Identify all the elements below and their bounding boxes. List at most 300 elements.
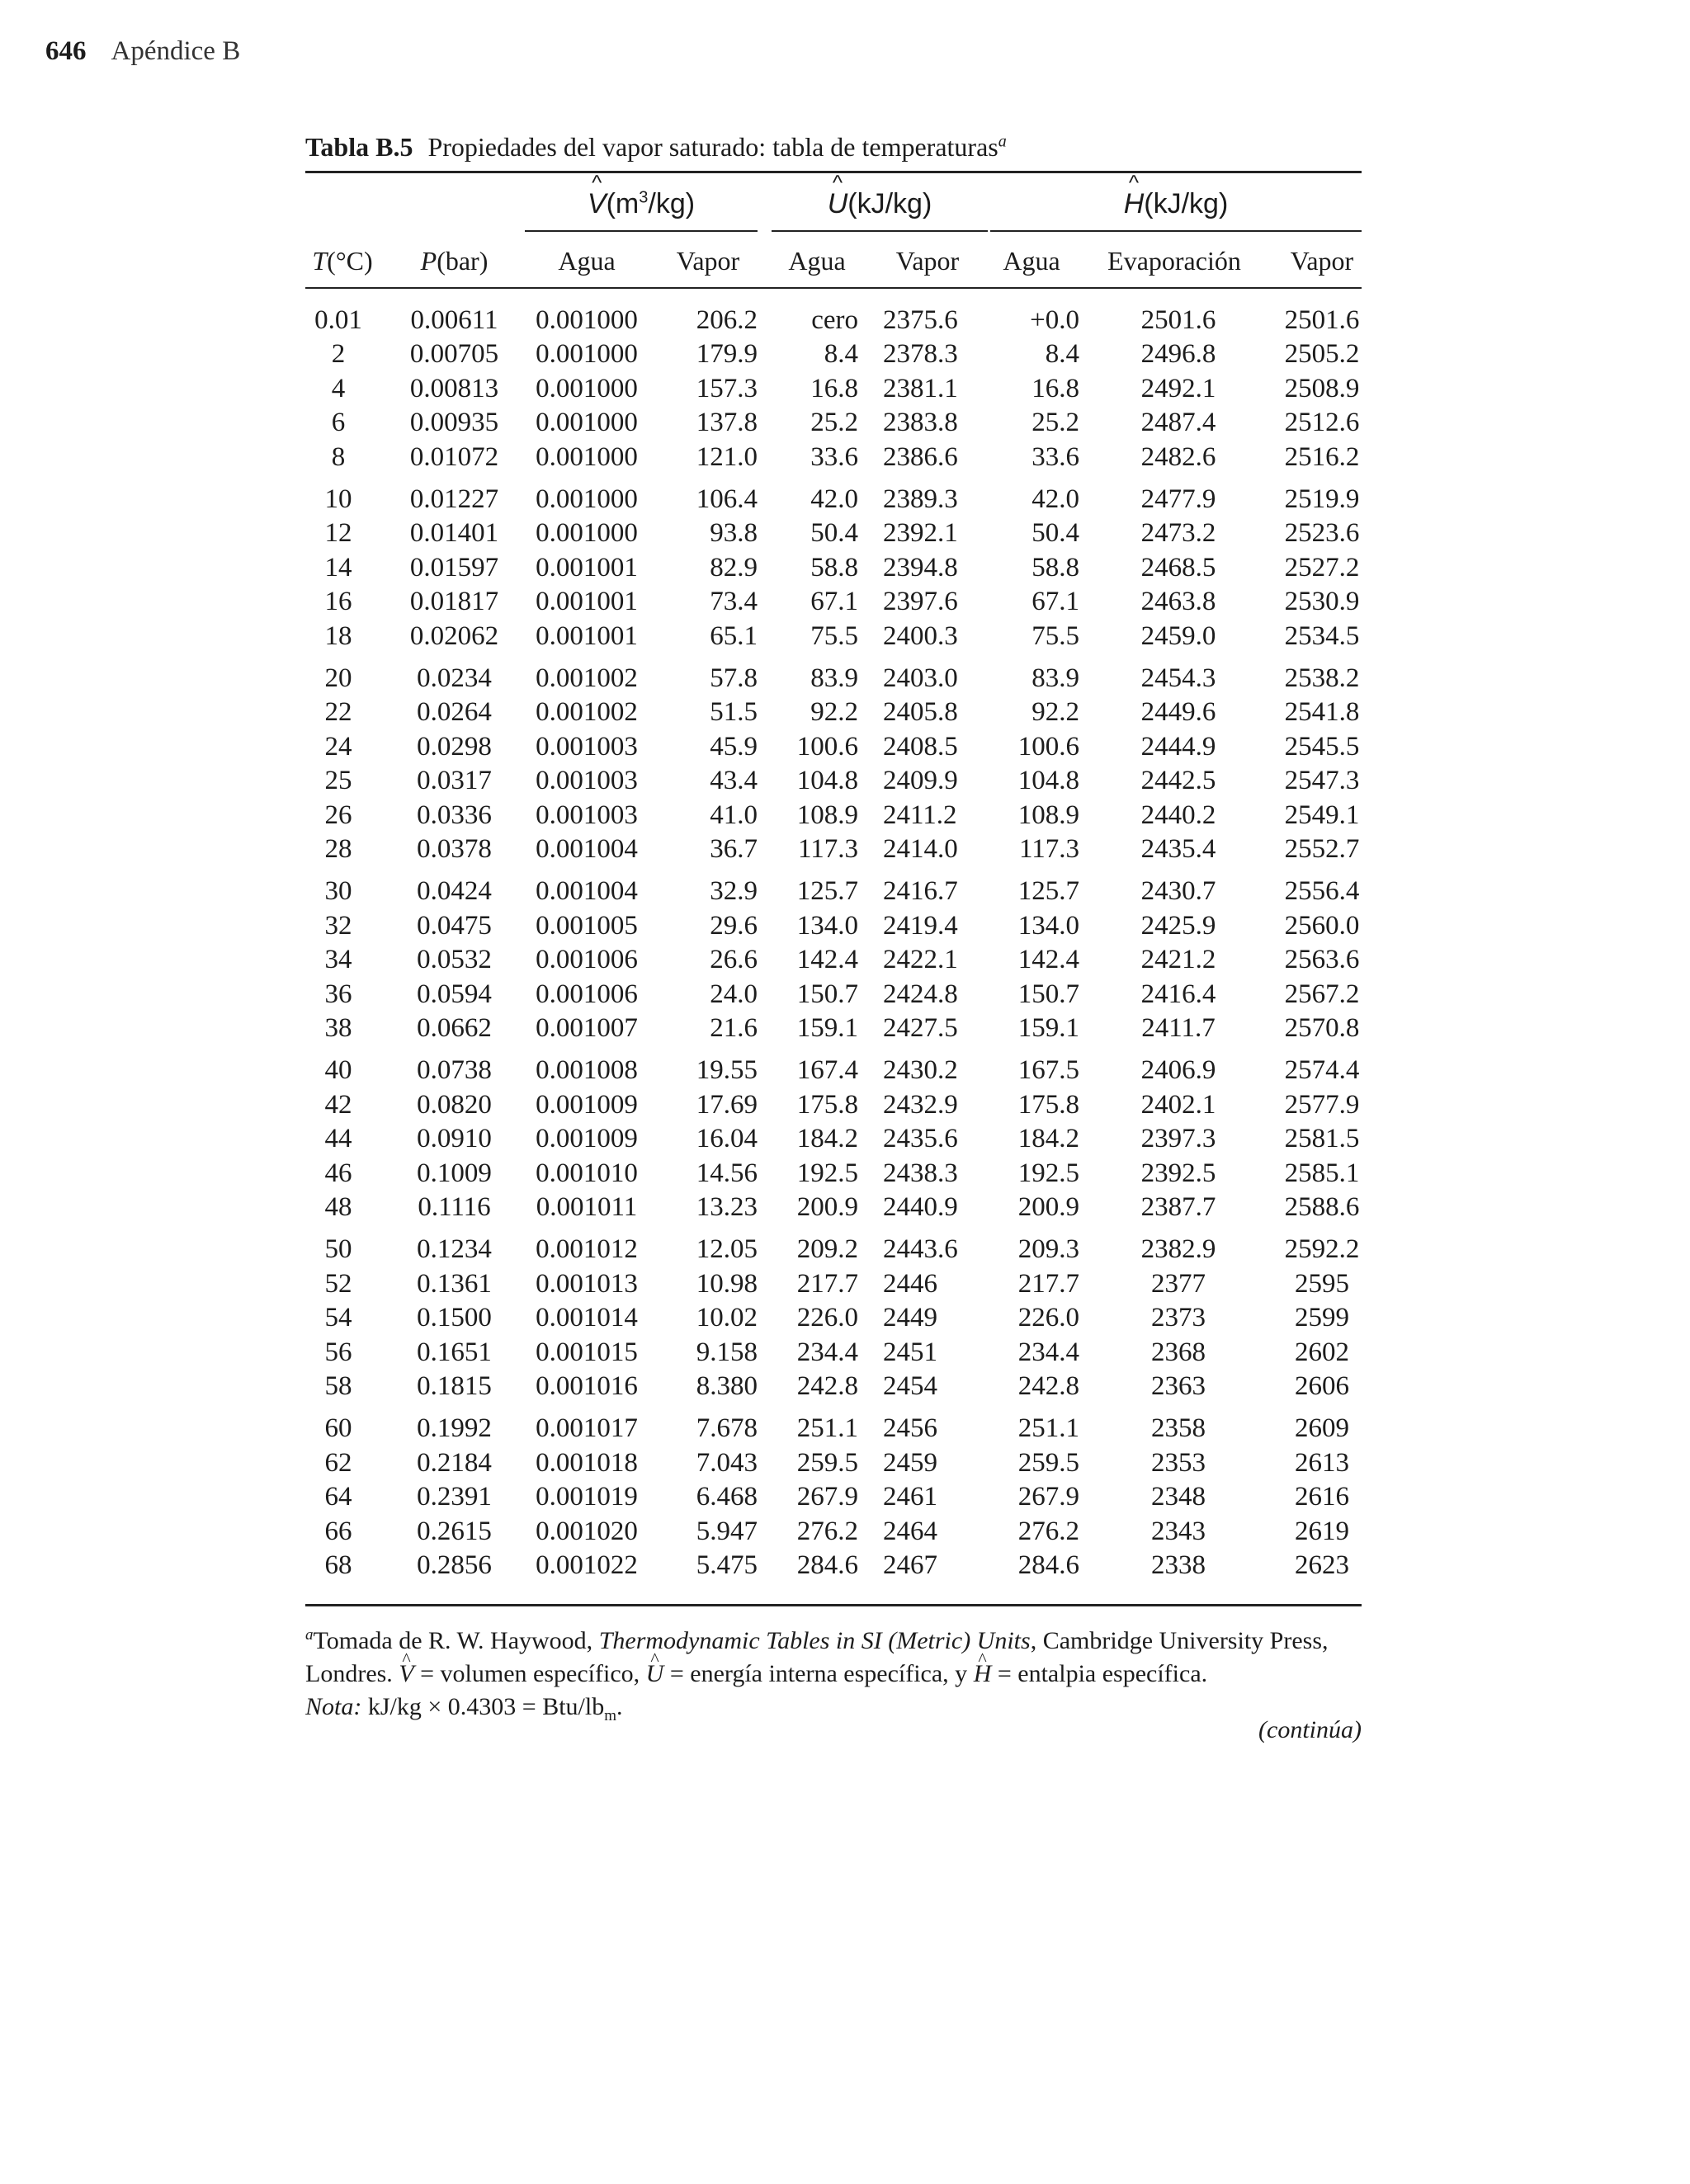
cell-h-vapor: 2606 — [1295, 1371, 1349, 1401]
cell-v-agua: 0.001010 — [536, 1158, 638, 1188]
cell-u-agua: 125.7 — [796, 876, 858, 907]
table-row — [0, 372, 1690, 405]
cell-h-vapor: 2588.6 — [1284, 1192, 1360, 1222]
cell-v-vapor: 93.8 — [710, 518, 758, 549]
cell-h-agua: 200.9 — [1017, 1192, 1079, 1222]
cell-u-agua: 150.7 — [796, 979, 858, 1009]
cell-v-agua: 0.001014 — [536, 1303, 638, 1333]
table-row — [0, 696, 1690, 729]
cell-v-vapor: 10.02 — [696, 1303, 758, 1333]
cell-h-agua: 42.0 — [1031, 484, 1079, 514]
table-row — [0, 730, 1690, 763]
cell-h-evaporacion: 2482.6 — [1140, 441, 1216, 472]
table-row — [0, 1336, 1690, 1369]
col-header-u-vapor: Vapor — [895, 246, 960, 276]
cell-temperature: 40 — [324, 1055, 352, 1086]
cell-temperature: 36 — [324, 979, 352, 1009]
section-title: Apéndice B — [111, 36, 241, 66]
cell-v-agua: 0.001001 — [536, 620, 638, 651]
cell-u-vapor: 2392.1 — [883, 518, 958, 549]
cell-h-evaporacion: 2343 — [1151, 1516, 1206, 1546]
col-header-v-vapor: Vapor — [676, 246, 740, 276]
cell-h-vapor: 2519.9 — [1284, 484, 1360, 514]
cell-temperature: 26 — [324, 800, 352, 830]
cell-temperature: 68 — [324, 1550, 352, 1580]
cell-pressure: 0.0317 — [417, 766, 492, 796]
table-row — [0, 1233, 1690, 1266]
table-row — [0, 799, 1690, 832]
cell-u-agua: 284.6 — [796, 1550, 858, 1580]
table-row — [0, 1301, 1690, 1334]
table-row — [0, 1088, 1690, 1121]
cell-u-vapor: 2456 — [883, 1413, 937, 1444]
h-group-rule — [990, 230, 1362, 232]
caption-footnote-mark: a — [998, 132, 1007, 151]
cell-u-agua: 92.2 — [810, 697, 858, 728]
cell-pressure: 0.1992 — [417, 1413, 492, 1444]
table-label: Tabla B.5 — [305, 132, 413, 162]
cell-pressure: 0.1234 — [417, 1234, 492, 1265]
cell-v-vapor: 137.8 — [696, 408, 758, 438]
cell-pressure: 0.0662 — [417, 1013, 492, 1043]
cell-temperature: 42 — [324, 1089, 352, 1120]
cell-h-evaporacion: 2411.7 — [1141, 1013, 1216, 1043]
cell-h-agua: 175.8 — [1017, 1089, 1079, 1120]
cell-u-agua: 108.9 — [796, 800, 858, 830]
cell-u-vapor: 2430.2 — [883, 1055, 958, 1086]
cell-pressure: 0.0738 — [417, 1055, 492, 1086]
cell-u-vapor: 2438.3 — [883, 1158, 958, 1188]
cell-u-agua: 42.0 — [810, 484, 858, 514]
cell-temperature: 8 — [331, 441, 346, 472]
cell-h-evaporacion: 2421.2 — [1140, 945, 1216, 975]
cell-v-vapor: 19.55 — [696, 1055, 758, 1086]
cell-h-vapor: 2508.9 — [1284, 373, 1360, 403]
cell-temperature: 32 — [324, 910, 352, 941]
cell-h-agua: 100.6 — [1017, 731, 1079, 762]
cell-u-vapor: 2375.6 — [883, 305, 958, 335]
cell-h-vapor: 2592.2 — [1284, 1234, 1360, 1265]
cell-h-agua: 259.5 — [1017, 1447, 1079, 1478]
cell-u-agua: 259.5 — [796, 1447, 858, 1478]
cell-u-vapor: 2416.7 — [883, 876, 958, 907]
cell-u-vapor: 2461 — [883, 1482, 937, 1512]
cell-h-vapor: 2530.9 — [1284, 587, 1360, 617]
cell-pressure: 0.00813 — [409, 373, 499, 403]
cell-u-agua: 25.2 — [810, 408, 858, 438]
cell-h-vapor: 2541.8 — [1284, 697, 1360, 728]
col-header-h-agua: Agua — [1003, 246, 1060, 276]
cell-u-agua: 67.1 — [810, 587, 858, 617]
cell-v-vapor: 17.69 — [696, 1089, 758, 1120]
table-row — [0, 304, 1690, 337]
header-rule — [305, 287, 1362, 289]
cell-pressure: 0.1009 — [417, 1158, 492, 1188]
cell-v-agua: 0.001007 — [536, 1013, 638, 1043]
cell-u-vapor: 2400.3 — [883, 620, 958, 651]
cell-u-vapor: 2424.8 — [883, 979, 958, 1009]
cell-v-agua: 0.001001 — [536, 587, 638, 617]
cell-v-agua: 0.001000 — [536, 518, 638, 549]
cell-u-vapor: 2440.9 — [883, 1192, 958, 1222]
cell-v-vapor: 43.4 — [710, 766, 758, 796]
cell-u-agua: 58.8 — [810, 552, 858, 583]
table-row — [0, 1549, 1690, 1582]
cell-h-agua: 58.8 — [1031, 552, 1079, 583]
cell-h-vapor: 2547.3 — [1284, 766, 1360, 796]
cell-pressure: 0.2184 — [417, 1447, 492, 1478]
table-row — [0, 441, 1690, 474]
cell-v-vapor: 24.0 — [710, 979, 758, 1009]
cell-h-evaporacion: 2449.6 — [1140, 697, 1216, 728]
cell-pressure: 0.01401 — [409, 518, 499, 549]
group-header-enthalpy: ^ H(kJ/kg) — [990, 188, 1362, 220]
cell-u-agua: 83.9 — [810, 663, 858, 693]
cell-h-vapor: 2574.4 — [1284, 1055, 1360, 1086]
cell-v-vapor: 21.6 — [710, 1013, 758, 1043]
cell-h-agua: 226.0 — [1017, 1303, 1079, 1333]
cell-h-evaporacion: 2387.7 — [1140, 1192, 1216, 1222]
book-title: Thermodynamic Tables in SI (Metric) Units — [598, 1627, 1031, 1654]
cell-h-agua: 134.0 — [1017, 910, 1079, 941]
cell-v-agua: 0.001000 — [536, 441, 638, 472]
cell-u-agua: 8.4 — [824, 339, 858, 370]
cell-h-evaporacion: 2496.8 — [1140, 339, 1216, 370]
cell-u-agua: 50.4 — [810, 518, 858, 549]
cell-h-evaporacion: 2459.0 — [1140, 620, 1216, 651]
cell-h-evaporacion: 2492.1 — [1140, 373, 1216, 403]
cell-h-evaporacion: 2377 — [1151, 1268, 1206, 1299]
cell-v-vapor: 65.1 — [710, 620, 758, 651]
v-group-rule — [525, 230, 758, 232]
cell-pressure: 0.01597 — [409, 552, 499, 583]
cell-h-agua: 125.7 — [1017, 876, 1079, 907]
running-head — [45, 36, 240, 67]
table-row — [0, 662, 1690, 695]
cell-temperature: 0.01 — [314, 305, 362, 335]
cell-pressure: 0.0298 — [417, 731, 492, 762]
cell-h-evaporacion: 2363 — [1151, 1371, 1206, 1401]
cell-u-vapor: 2378.3 — [883, 339, 958, 370]
table-row — [0, 1515, 1690, 1548]
page-number: 646 — [45, 36, 87, 66]
cell-h-agua: 209.3 — [1017, 1234, 1079, 1265]
cell-v-vapor: 26.6 — [710, 945, 758, 975]
cell-h-evaporacion: 2368 — [1151, 1337, 1206, 1367]
cell-v-agua: 0.001002 — [536, 697, 638, 728]
cell-u-vapor: 2432.9 — [883, 1089, 958, 1120]
cell-h-agua: 50.4 — [1031, 518, 1079, 549]
cell-pressure: 0.0594 — [417, 979, 492, 1009]
cell-u-agua: 217.7 — [796, 1268, 858, 1299]
cell-v-vapor: 29.6 — [710, 910, 758, 941]
cell-h-evaporacion: 2402.1 — [1140, 1089, 1216, 1120]
cell-v-agua: 0.001003 — [536, 800, 638, 830]
cell-v-vapor: 16.04 — [696, 1124, 758, 1154]
table-row — [0, 1122, 1690, 1155]
cell-u-agua: 267.9 — [796, 1482, 858, 1512]
cell-h-evaporacion: 2382.9 — [1140, 1234, 1216, 1265]
col-header-v-agua: Agua — [558, 246, 616, 276]
cell-u-agua: 200.9 — [796, 1192, 858, 1222]
table-row — [0, 337, 1690, 370]
cell-temperature: 34 — [324, 945, 352, 975]
col-header-h-vapor: Vapor — [1290, 246, 1354, 276]
cell-h-vapor: 2581.5 — [1284, 1124, 1360, 1154]
cell-u-vapor: 2394.8 — [883, 552, 958, 583]
cell-u-agua: 33.6 — [810, 441, 858, 472]
cell-v-agua: 0.001008 — [536, 1055, 638, 1086]
cell-u-vapor: 2386.6 — [883, 441, 958, 472]
cell-temperature: 12 — [324, 518, 352, 549]
cell-h-vapor: 2556.4 — [1284, 876, 1360, 907]
cell-pressure: 0.2391 — [417, 1482, 492, 1512]
cell-pressure: 0.0532 — [417, 945, 492, 975]
cell-h-vapor: 2516.2 — [1284, 441, 1360, 472]
cell-h-evaporacion: 2392.5 — [1140, 1158, 1216, 1188]
cell-h-vapor: 2501.6 — [1284, 305, 1360, 335]
cell-u-vapor: 2464 — [883, 1516, 937, 1546]
cell-h-evaporacion: 2440.2 — [1140, 800, 1216, 830]
cell-temperature: 10 — [324, 484, 352, 514]
cell-u-agua: 117.3 — [797, 834, 858, 864]
cell-u-agua: 75.5 — [810, 620, 858, 651]
cell-temperature: 20 — [324, 663, 352, 693]
cell-h-evaporacion: 2477.9 — [1140, 484, 1216, 514]
cell-pressure: 0.00705 — [409, 339, 499, 370]
cell-v-vapor: 6.468 — [696, 1482, 758, 1512]
cell-u-vapor: 2383.8 — [883, 408, 958, 438]
cell-h-evaporacion: 2348 — [1151, 1482, 1206, 1512]
cell-pressure: 0.1815 — [417, 1371, 492, 1401]
cell-temperature: 56 — [324, 1337, 352, 1367]
cell-temperature: 30 — [324, 876, 352, 907]
cell-h-agua: 67.1 — [1031, 587, 1079, 617]
cell-v-agua: 0.001020 — [536, 1516, 638, 1546]
cell-temperature: 18 — [324, 620, 352, 651]
cell-pressure: 0.02062 — [409, 620, 499, 651]
col-header-temperature: T(°C) — [312, 246, 373, 276]
table-row — [0, 1412, 1690, 1445]
cell-v-agua: 0.001006 — [536, 945, 638, 975]
table-row — [0, 909, 1690, 942]
cell-h-vapor: 2549.1 — [1284, 800, 1360, 830]
cell-temperature: 46 — [324, 1158, 352, 1188]
cell-u-vapor: 2403.0 — [883, 663, 958, 693]
u-group-rule — [772, 230, 988, 232]
cell-v-agua: 0.001006 — [536, 979, 638, 1009]
cell-temperature: 16 — [324, 587, 352, 617]
table-footnote: $^a$Tomada de R. W. Haywood, Thermodynamic Tables in SI (Metric) Units, Cambridge University Press, Londres. ^ V = volumen específico, ^ U = energía interna específica, y ^ H = entalpia específica. Nota: kJ/kg × 0.4303 = Btu/$lb_m$. — [305, 1619, 1362, 1733]
cell-h-vapor: 2585.1 — [1284, 1158, 1360, 1188]
cell-h-evaporacion: 2442.5 — [1140, 766, 1216, 796]
cell-u-vapor: 2446 — [883, 1268, 937, 1299]
cell-pressure: 0.0378 — [417, 834, 492, 864]
cell-h-vapor: 2609 — [1295, 1413, 1349, 1444]
cell-h-evaporacion: 2463.8 — [1140, 587, 1216, 617]
cell-u-vapor: 2408.5 — [883, 731, 958, 762]
cell-h-evaporacion: 2487.4 — [1140, 408, 1216, 438]
table-row — [0, 551, 1690, 584]
cell-v-agua: 0.001000 — [536, 408, 638, 438]
footnote-mark: a — [305, 1626, 314, 1644]
cell-h-agua: 83.9 — [1031, 663, 1079, 693]
cell-u-agua: 276.2 — [796, 1516, 858, 1546]
cell-temperature: 14 — [324, 552, 352, 583]
cell-v-vapor: 121.0 — [696, 441, 758, 472]
cell-u-agua: 184.2 — [796, 1124, 858, 1154]
cell-h-vapor: 2545.5 — [1284, 731, 1360, 762]
cell-pressure: 0.0264 — [417, 697, 492, 728]
cell-v-agua: 0.001000 — [536, 339, 638, 370]
cell-temperature: 38 — [324, 1013, 352, 1043]
table-row — [0, 978, 1690, 1011]
cell-h-evaporacion: 2338 — [1151, 1550, 1206, 1580]
cell-h-vapor: 2577.9 — [1284, 1089, 1360, 1120]
cell-temperature: 50 — [324, 1234, 352, 1265]
cell-pressure: 0.1651 — [417, 1337, 492, 1367]
cell-h-agua: 75.5 — [1031, 620, 1079, 651]
table-row — [0, 406, 1690, 439]
cell-temperature: 28 — [324, 834, 352, 864]
cell-v-agua: 0.001012 — [536, 1234, 638, 1265]
cell-pressure: 0.01072 — [409, 441, 499, 472]
cell-h-agua: 8.4 — [1045, 339, 1079, 370]
cell-h-evaporacion: 2468.5 — [1140, 552, 1216, 583]
cell-h-evaporacion: 2373 — [1151, 1303, 1206, 1333]
cell-pressure: 0.2856 — [417, 1550, 492, 1580]
cell-v-agua: 0.001022 — [536, 1550, 638, 1580]
cell-h-vapor: 2595 — [1295, 1268, 1349, 1299]
table-row — [0, 620, 1690, 653]
cell-u-vapor: 2389.3 — [883, 484, 958, 514]
cell-h-vapor: 2623 — [1295, 1550, 1349, 1580]
cell-h-evaporacion: 2444.9 — [1140, 731, 1216, 762]
cell-u-agua: 134.0 — [796, 910, 858, 941]
cell-h-vapor: 2538.2 — [1284, 663, 1360, 693]
cell-pressure: 0.00611 — [410, 305, 498, 335]
cell-v-agua: 0.001016 — [536, 1371, 638, 1401]
cell-h-vapor: 2599 — [1295, 1303, 1349, 1333]
cell-h-agua: 267.9 — [1017, 1482, 1079, 1512]
cell-u-vapor: 2419.4 — [883, 910, 958, 941]
cell-u-agua: 175.8 — [796, 1089, 858, 1120]
cell-u-vapor: 2422.1 — [883, 945, 958, 975]
cell-v-agua: 0.001000 — [536, 484, 638, 514]
cell-pressure: 0.0820 — [417, 1089, 492, 1120]
cell-h-evaporacion: 2473.2 — [1140, 518, 1216, 549]
cell-temperature: 48 — [324, 1192, 352, 1222]
cell-v-agua: 0.001001 — [536, 552, 638, 583]
cell-h-agua: 159.1 — [1017, 1013, 1079, 1043]
cell-v-agua: 0.001009 — [536, 1089, 638, 1120]
cell-h-evaporacion: 2353 — [1151, 1447, 1206, 1478]
col-header-pressure: P(bar) — [420, 246, 489, 276]
cell-pressure: 0.00935 — [409, 408, 499, 438]
cell-h-vapor: 2563.6 — [1284, 945, 1360, 975]
col-header-h-evaporacion: Evaporación — [1107, 246, 1241, 276]
cell-temperature: 6 — [331, 408, 346, 438]
cell-pressure: 0.01227 — [409, 484, 499, 514]
cell-u-agua: 16.8 — [810, 373, 858, 403]
cell-v-vapor: 36.7 — [710, 834, 758, 864]
cell-u-agua: 159.1 — [796, 1013, 858, 1043]
cell-v-agua: 0.001011 — [536, 1192, 638, 1222]
h-hat-symbol: ^ H — [1124, 188, 1145, 220]
table-row — [0, 1012, 1690, 1045]
table-row — [0, 1191, 1690, 1224]
cell-h-vapor: 2616 — [1295, 1482, 1349, 1512]
cell-v-agua: 0.001000 — [536, 305, 638, 335]
cell-v-agua: 0.001013 — [536, 1268, 638, 1299]
cell-v-agua: 0.001019 — [536, 1482, 638, 1512]
cell-h-agua: 242.8 — [1017, 1371, 1079, 1401]
cell-pressure: 0.1116 — [418, 1192, 491, 1222]
cell-h-agua: 217.7 — [1017, 1268, 1079, 1299]
table-row — [0, 833, 1690, 866]
cell-h-vapor: 2505.2 — [1284, 339, 1360, 370]
cell-h-vapor: 2602 — [1295, 1337, 1349, 1367]
group-header-internal-energy: ^ U(kJ/kg) — [772, 188, 988, 220]
cell-v-vapor: 10.98 — [696, 1268, 758, 1299]
cell-u-vapor: 2414.0 — [883, 834, 958, 864]
cell-u-vapor: 2409.9 — [883, 766, 958, 796]
table-row — [0, 1054, 1690, 1087]
u-hat-symbol: ^ U — [828, 188, 848, 220]
cell-h-agua: 150.7 — [1017, 979, 1079, 1009]
cell-h-vapor: 2560.0 — [1284, 910, 1360, 941]
cell-h-agua: 284.6 — [1017, 1550, 1079, 1580]
table-title — [305, 132, 1007, 163]
cell-u-agua: 167.4 — [796, 1055, 858, 1086]
continued-note: (continúa) — [1258, 1716, 1362, 1743]
table-row — [0, 1157, 1690, 1190]
cell-u-vapor: 2435.6 — [883, 1124, 958, 1154]
cell-h-vapor: 2527.2 — [1284, 552, 1360, 583]
table-row — [0, 764, 1690, 797]
cell-h-evaporacion: 2406.9 — [1140, 1055, 1216, 1086]
nota-label: Nota: — [305, 1693, 362, 1720]
table-row — [0, 1267, 1690, 1300]
cell-v-agua: 0.001003 — [536, 731, 638, 762]
cell-h-agua: 142.4 — [1017, 945, 1079, 975]
cell-v-agua: 0.001004 — [536, 834, 638, 864]
cell-h-agua: 184.2 — [1017, 1124, 1079, 1154]
cell-temperature: 58 — [324, 1371, 352, 1401]
cell-u-vapor: 2381.1 — [883, 373, 958, 403]
cell-u-agua: 104.8 — [796, 766, 858, 796]
cell-pressure: 0.0336 — [417, 800, 492, 830]
cell-h-vapor: 2534.5 — [1284, 620, 1360, 651]
cell-v-vapor: 206.2 — [696, 305, 758, 335]
cell-temperature: 52 — [324, 1268, 352, 1299]
cell-v-vapor: 73.4 — [710, 587, 758, 617]
cell-temperature: 54 — [324, 1303, 352, 1333]
cell-h-vapor: 2613 — [1295, 1447, 1349, 1478]
cell-v-agua: 0.001004 — [536, 876, 638, 907]
cell-temperature: 60 — [324, 1413, 352, 1444]
bottom-rule — [305, 1604, 1362, 1606]
cell-v-agua: 0.001017 — [536, 1413, 638, 1444]
cell-temperature: 24 — [324, 731, 352, 762]
cell-h-vapor: 2619 — [1295, 1516, 1349, 1546]
cell-v-vapor: 106.4 — [696, 484, 758, 514]
cell-h-evaporacion: 2435.4 — [1140, 834, 1216, 864]
cell-h-evaporacion: 2430.7 — [1140, 876, 1216, 907]
cell-h-agua: 234.4 — [1017, 1337, 1079, 1367]
cell-u-agua: 100.6 — [796, 731, 858, 762]
cell-v-vapor: 179.9 — [696, 339, 758, 370]
